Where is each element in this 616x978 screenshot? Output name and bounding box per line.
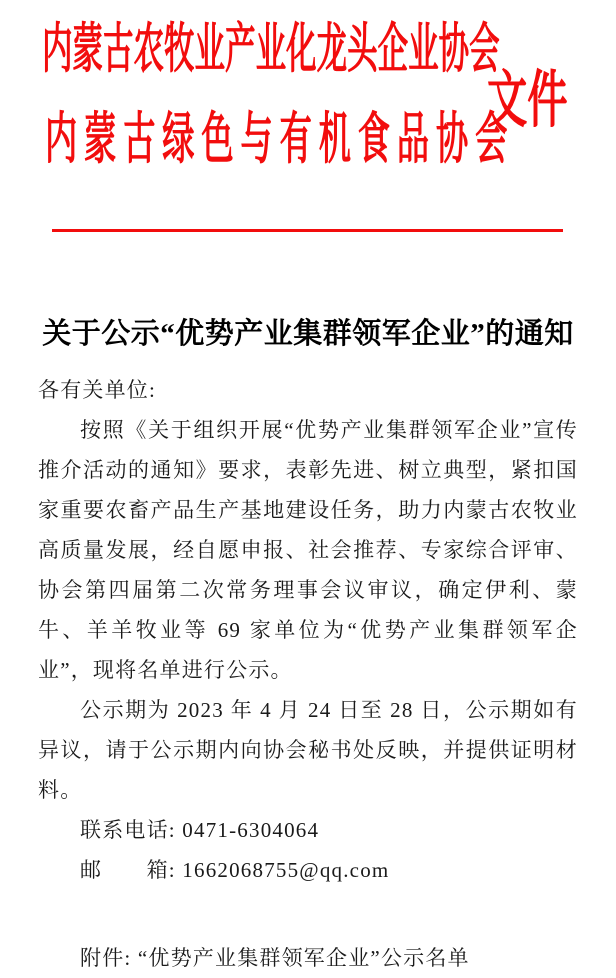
attachment-label: 附件: (80, 946, 138, 970)
body-paragraph-2: 公示期为 2023 年 4 月 24 日至 28 日，公示期如有异议，请于公示期内向协会秘书处反映，并提供证明材料。 (38, 698, 578, 802)
notice-body (38, 312, 578, 978)
contact-phone-line (38, 810, 578, 850)
org-name-primary: 内蒙古农牧业产业化龙头企业协会 (42, 19, 500, 79)
attachment-title: “优势产业集群领军企业”公示名单 (137, 946, 470, 970)
org-name-secondary: 内蒙古绿色与有机食品协会 (45, 109, 515, 171)
body-paragraph-1: 按照《关于组织开展“优势产业集群领军企业”宣传推介活动的通知》要求，表彰先进、树立典型，紧扣国家重要农畜产品生产基地建设任务，助力内蒙古农牧业高质量发展，经自愿申报、社会推荐、专家综合评审、协会第四届第二次常务理事会议审议，确定伊利、蒙牛、羊羊牧业等 69 家单位为“优势产业集群领军企业”，现将名单进行公示。 (38, 418, 578, 682)
contact-email-label: 邮 箱: (80, 858, 183, 882)
contact-phone-value: 0471-6304064 (182, 818, 320, 842)
contact-email-value: 1662068755@qq.com (182, 858, 390, 882)
contact-phone-label: 联系电话: (80, 818, 183, 842)
attachment-line (38, 938, 578, 978)
contact-email-line (38, 850, 578, 890)
letterhead-divider (52, 229, 563, 232)
doc-type-label: 文件 (487, 67, 568, 135)
salutation: 各有关单位: (38, 378, 157, 402)
notice-title: 关于公示“优势产业集群领军企业”的通知 (42, 318, 574, 350)
